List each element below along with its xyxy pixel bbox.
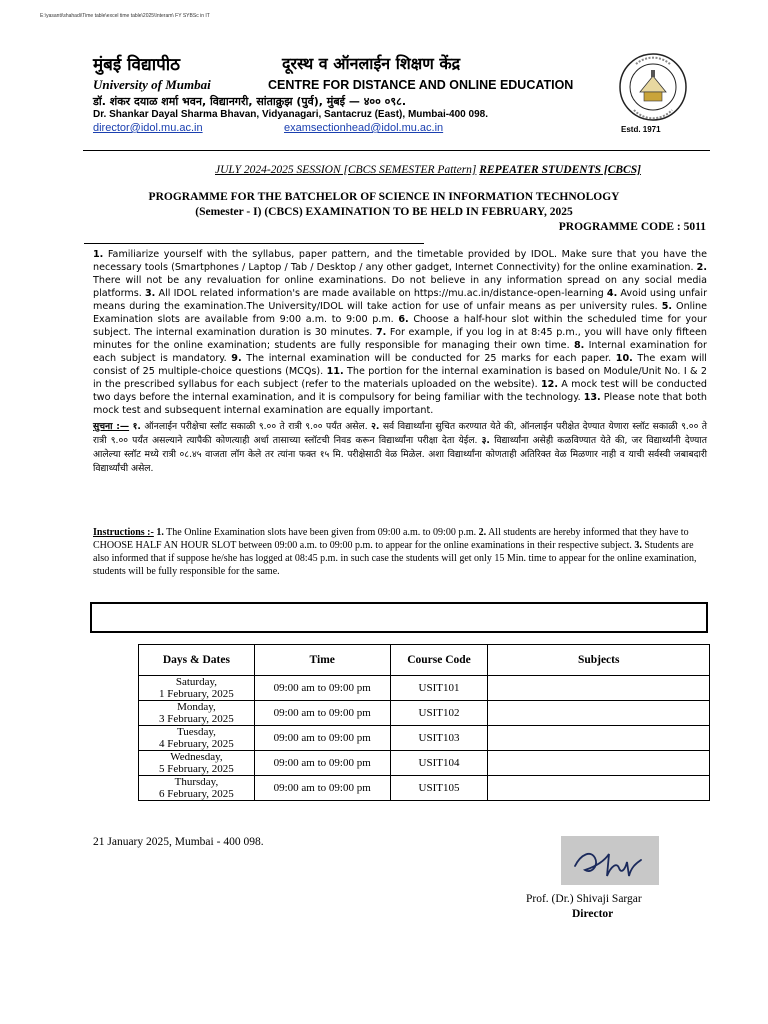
university-name: University of Mumbai: [93, 77, 211, 92]
notice-label: सुचना :—: [93, 421, 130, 432]
address-marathi: डॉ. शंकर दयाळ शर्मा भवन, विद्यानगरी, सांताक्रुझ (पुर्व), मुंबई — ४०० ०९८.: [93, 95, 407, 108]
instructions-label: Instructions :-: [93, 527, 154, 538]
session-line: [215, 164, 641, 176]
exam-schedule-table: [138, 644, 710, 801]
subject-cell: [488, 751, 710, 776]
subject-cell: [488, 676, 710, 701]
signatory-name: Prof. (Dr.) Shivaji Sargar: [526, 893, 642, 905]
subject-cell: [488, 726, 710, 751]
programme-subtitle: (Semester - I) (CBCS) EXAMINATION TO BE HELD IN FEBRUARY, 2025: [195, 206, 573, 218]
file-path: E:\yasanti\shahadi\Time table\excel time table\2025\Interam\ FY SYBSc in IT: [40, 13, 210, 19]
header-course-code: Course Code: [390, 645, 488, 676]
director-email-link[interactable]: director@idol.mu.ac.in: [93, 122, 203, 134]
table-row: [139, 701, 710, 726]
exam-email-link[interactable]: examsectionhead@idol.mu.ac.in: [284, 122, 444, 134]
time-cell: 09:00 am to 09:00 pm: [254, 751, 390, 776]
table-row: [139, 751, 710, 776]
address: Dr. Shankar Dayal Sharma Bhavan, Vidyanagari, Santacruz (East), Mumbai-400 098.: [93, 109, 488, 120]
issue-date-place: 21 January 2025, Mumbai - 400 098.: [93, 836, 264, 848]
general-notes: 1. Familiarize yourself with the syllabus, paper pattern, and the timetable provided by IDOL. Make sure that you have the necessary tools (Smartphones / Laptop / Tab / Desktop / any other gadget, Internet Connectivity) for the online examination. 2. There will not be any revaluation for online examinations. Do not believe in any information spread on any social media platforms. 3. All IDOL related information's are made available on https://mu.ac.in/distance-open-learning 4. Avoid using unfair means during the examination.The University/IDOL will take action for use of unfair means as per university rules. 5. Online Examination slots are available from 9:00 a.m. to 9:00 p.m. 6. Choose a half-hour slot within the scheduled time for your subject. The internal examination duration is 30 minutes. 7. For example, if you log in at 8:45 p.m., you will have only fifteen minutes for the online examination; students are fully responsible for managing their own time. 8. Internal examination for each subject is mandatory. 9. The internal examination will be conducted for 25 marks for each paper. 10. The exam will consist of 25 multiple-choice questions (MCQs). 11. The portion for the internal examination is based on Module/Unit No. I & 2 in the prescribed syllabus for each subject (refer to the materials uploaded on the website). 12. A mock test will be conducted two days before the internal examination, and it is compulsory for being familiar with the technology. 13. Please note that both mock test and subsequent internal examination are equally important.: [93, 249, 708, 416]
day-date-cell: Tuesday, 4 February, 2025: [139, 726, 255, 751]
table-row: [139, 676, 710, 701]
course-code-cell: USIT102: [390, 701, 488, 726]
course-code-cell: USIT104: [390, 751, 488, 776]
table-row: [139, 726, 710, 751]
empty-box: [90, 602, 708, 633]
session-tag: REPEATER STUDENTS [CBCS]: [479, 164, 641, 176]
established-year: Estd. 1971: [621, 125, 661, 134]
session-text: JULY 2024-2025 SESSION [CBCS SEMESTER Pattern]: [215, 164, 477, 176]
course-code-cell: USIT105: [390, 776, 488, 801]
header-time: Time: [254, 645, 390, 676]
signatory-designation: Director: [572, 908, 614, 920]
day-date-cell: Wednesday, 5 February, 2025: [139, 751, 255, 776]
section-divider: [84, 243, 424, 244]
course-code-cell: USIT101: [390, 676, 488, 701]
header-subjects: Subjects: [488, 645, 710, 676]
time-cell: 09:00 am to 09:00 pm: [254, 701, 390, 726]
day-date-cell: Monday, 3 February, 2025: [139, 701, 255, 726]
day-date-cell: Saturday, 1 February, 2025: [139, 676, 255, 701]
centre-name: CENTRE FOR DISTANCE AND ONLINE EDUCATION: [268, 78, 574, 92]
header-days-dates: Days & Dates: [139, 645, 255, 676]
course-code-cell: USIT103: [390, 726, 488, 751]
time-cell: 09:00 am to 09:00 pm: [254, 726, 390, 751]
university-name-marathi: मुंबई विद्यापीठ: [93, 55, 181, 75]
programme-code: PROGRAMME CODE : 5011: [558, 221, 706, 233]
university-seal-logo: [618, 52, 688, 122]
header-divider: [83, 150, 710, 151]
centre-name-marathi: दूरस्थ व ऑनलाईन शिक्षण केंद्र: [282, 54, 461, 73]
time-cell: 09:00 am to 09:00 pm: [254, 676, 390, 701]
table-row: [139, 776, 710, 801]
table-header-row: [139, 645, 710, 676]
instructions: Instructions :- 1. The Online Examination slots have been given from 09:00 a.m. to 09:00 p.m. 2. All students are hereby informed that they have to CHOOSE HALF AN HOUR SLOT between 09:00 a.m. to 09:00 p.m. to appear for the online examinations in their respective subject. 3. Students are also informed that if suppose he/she has logged at 08:45 p.m. in such case the students will get only 15 Min. time to appear for the online examination, students will be fully responsible for the same.: [93, 527, 697, 577]
subject-cell: [488, 776, 710, 801]
subject-cell: [488, 701, 710, 726]
day-date-cell: Thursday, 6 February, 2025: [139, 776, 255, 801]
programme-title: PROGRAMME FOR THE BATCHELOR OF SCIENCE IN INFORMATION TECHNOLOGY: [148, 191, 620, 203]
signature-image: [561, 836, 659, 885]
marathi-notice: सुचना :— १. ऑनलाईन परीक्षेचा स्लॉट सकाळी ९.०० ते रात्री ९.०० पर्यंत असेल. २. सर्व विद्यार्थ्यांना सुचित करण्यात येते की, ऑनलाईन परीक्षेत देण्यात येणारा स्लॉट सकाळी ९.०० ते रात्री ९.०० पर्यंत असल्याने त्यापैकी कोणत्याही अर्धा तासाच्या स्लॉटची निवड करून विद्यार्थ्यांना परीक्षा देता येईल. ३. विद्यार्थ्यांना असेही कळविण्यात येते की, जर विद्यार्थ्यांनी देण्यात आलेल्या स्लॉट मध्ये रात्री ०८.४५ वाजता लॉग केले तर त्यांना फक्त १५ मि. परीक्षेसाठी वेळ मिळेल. अशा विद्यार्थ्यांना कोणताही अतिरिक्त वेळ मिळणार नाही व याची सर्वस्वी जबाबदारी विद्यार्थ्यांची असेल.: [93, 421, 708, 474]
time-cell: 09:00 am to 09:00 pm: [254, 776, 390, 801]
